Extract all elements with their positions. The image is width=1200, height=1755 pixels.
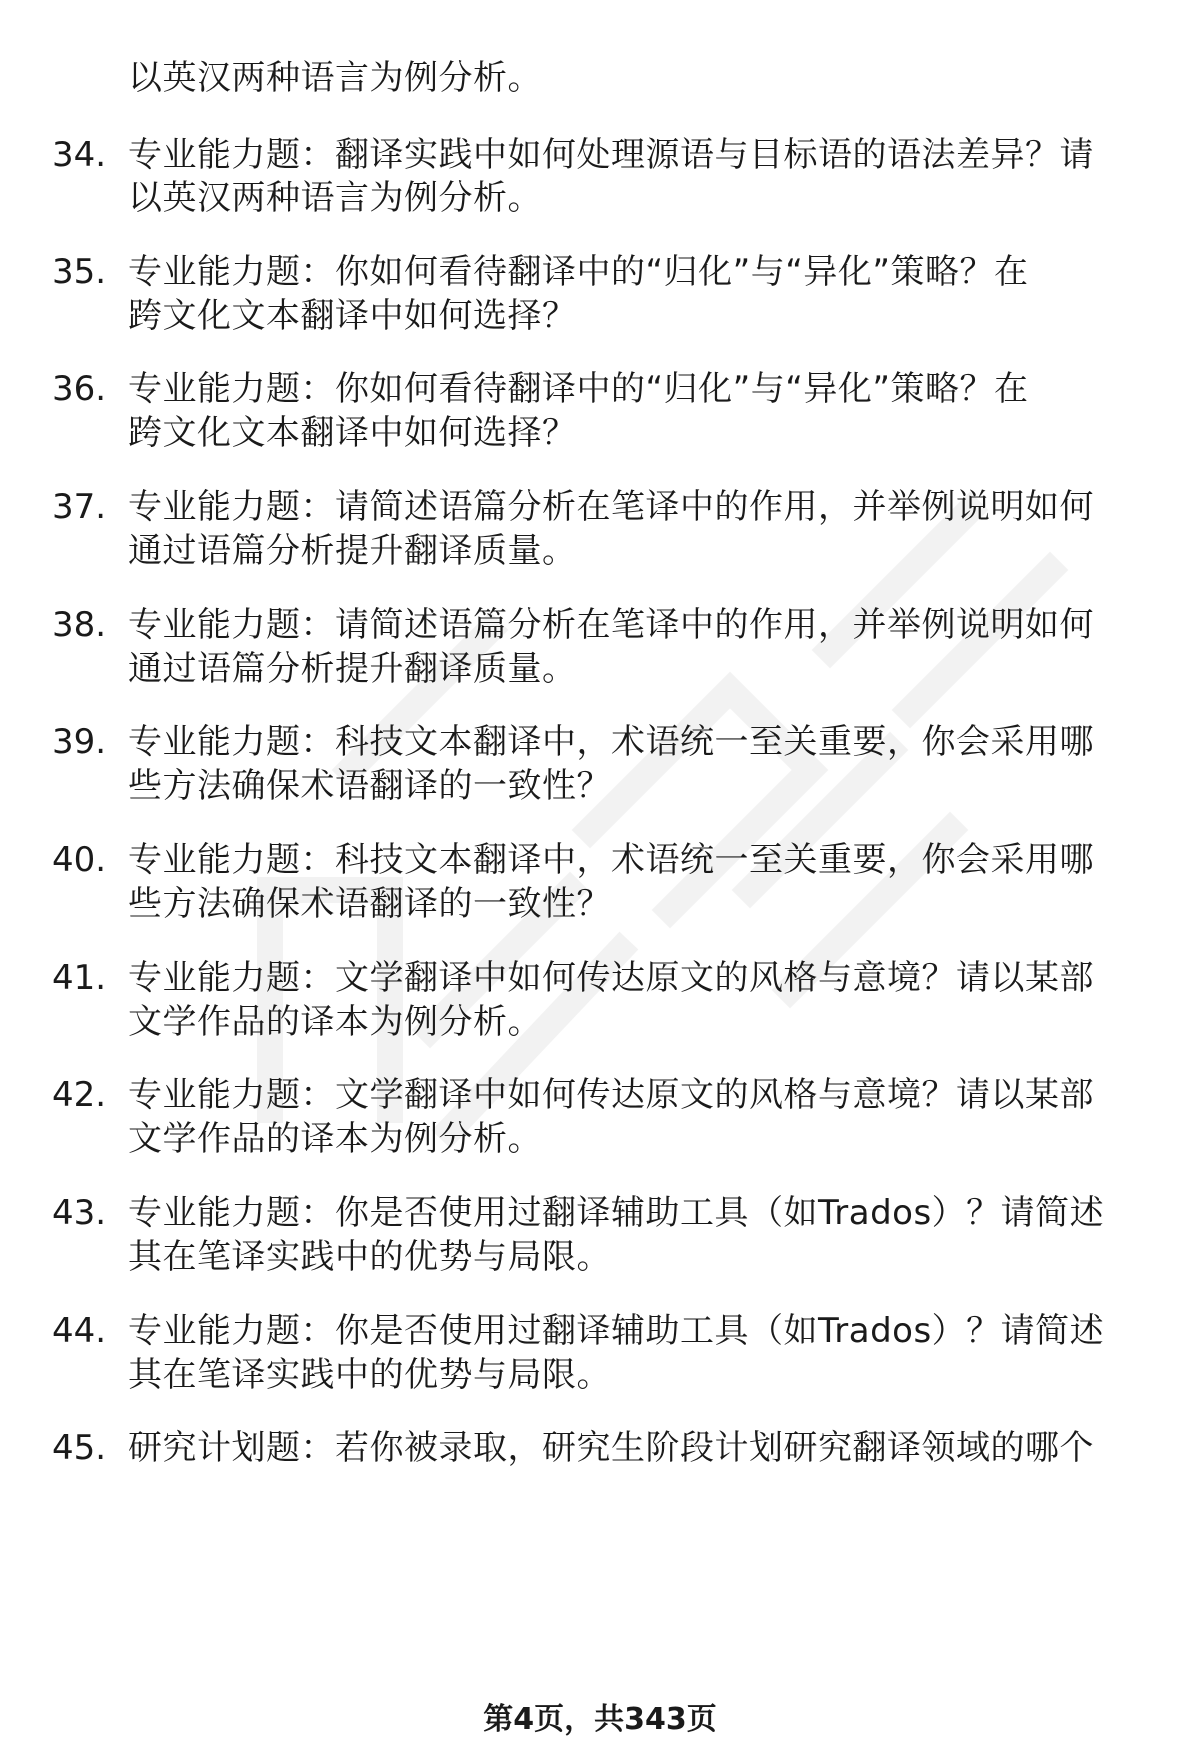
item-text-line: 专业能力题：你是否使用过翻译辅助工具（如Trados）？请简述 (128, 1193, 1105, 1233)
item-number: 35. (52, 252, 107, 292)
item-text-line: 专业能力题：请简述语篇分析在笔译中的作用，并举例说明如何 (128, 605, 1094, 645)
item-text-line: 文学作品的译本为例分析。 (128, 1119, 542, 1159)
item-number: 40. (52, 840, 107, 880)
item-number: 43. (52, 1193, 107, 1233)
item-text-line: 专业能力题：翻译实践中如何处理源语与目标语的语法差异？请 (128, 135, 1094, 175)
item-number: 36. (52, 369, 107, 409)
item-text-line: 专业能力题：请简述语篇分析在笔译中的作用，并举例说明如何 (128, 487, 1094, 527)
item-text-line: 专业能力题：科技文本翻译中，术语统一至关重要，你会采用哪 (128, 722, 1094, 762)
item-text-line: 文学作品的译本为例分析。 (128, 1002, 542, 1042)
item-text-line: 专业能力题：你如何看待翻译中的“归化”与“异化”策略？在 (128, 252, 1029, 292)
item-text-line: 跨文化文本翻译中如何选择？ (128, 413, 577, 453)
lead-line: 以英汉两种语言为例分析。 (128, 58, 542, 98)
page-footer: 第4页，共343页 (483, 1702, 717, 1737)
item-text-line: 专业能力题：科技文本翻译中，术语统一至关重要，你会采用哪 (128, 840, 1094, 880)
item-text-line: 通过语篇分析提升翻译质量。 (128, 531, 577, 571)
item-text-line: 专业能力题：文学翻译中如何传达原文的风格与意境？请以某部 (128, 1075, 1094, 1115)
item-text-line: 其在笔译实践中的优势与局限。 (128, 1355, 611, 1395)
item-number: 39. (52, 722, 107, 762)
item-number: 45. (52, 1428, 107, 1468)
item-text-line: 些方法确保术语翻译的一致性？ (128, 766, 611, 806)
item-number: 42. (52, 1075, 107, 1115)
item-number: 34. (52, 135, 107, 175)
item-number: 44. (52, 1311, 107, 1351)
item-text-line: 通过语篇分析提升翻译质量。 (128, 649, 577, 689)
item-text-line: 跨文化文本翻译中如何选择？ (128, 296, 577, 336)
item-text-line: 专业能力题：文学翻译中如何传达原文的风格与意境？请以某部 (128, 958, 1094, 998)
item-text-line: 专业能力题：你是否使用过翻译辅助工具（如Trados）？请简述 (128, 1311, 1105, 1351)
item-text-line: 其在笔译实践中的优势与局限。 (128, 1237, 611, 1277)
item-number: 41. (52, 958, 107, 998)
item-text-line: 以英汉两种语言为例分析。 (128, 178, 542, 218)
item-number: 38. (52, 605, 107, 645)
item-text-line: 研究计划题：若你被录取，研究生阶段计划研究翻译领域的哪个 (128, 1428, 1094, 1468)
item-number: 37. (52, 487, 107, 527)
item-text-line: 专业能力题：你如何看待翻译中的“归化”与“异化”策略？在 (128, 369, 1029, 409)
item-text-line: 些方法确保术语翻译的一致性？ (128, 884, 611, 924)
